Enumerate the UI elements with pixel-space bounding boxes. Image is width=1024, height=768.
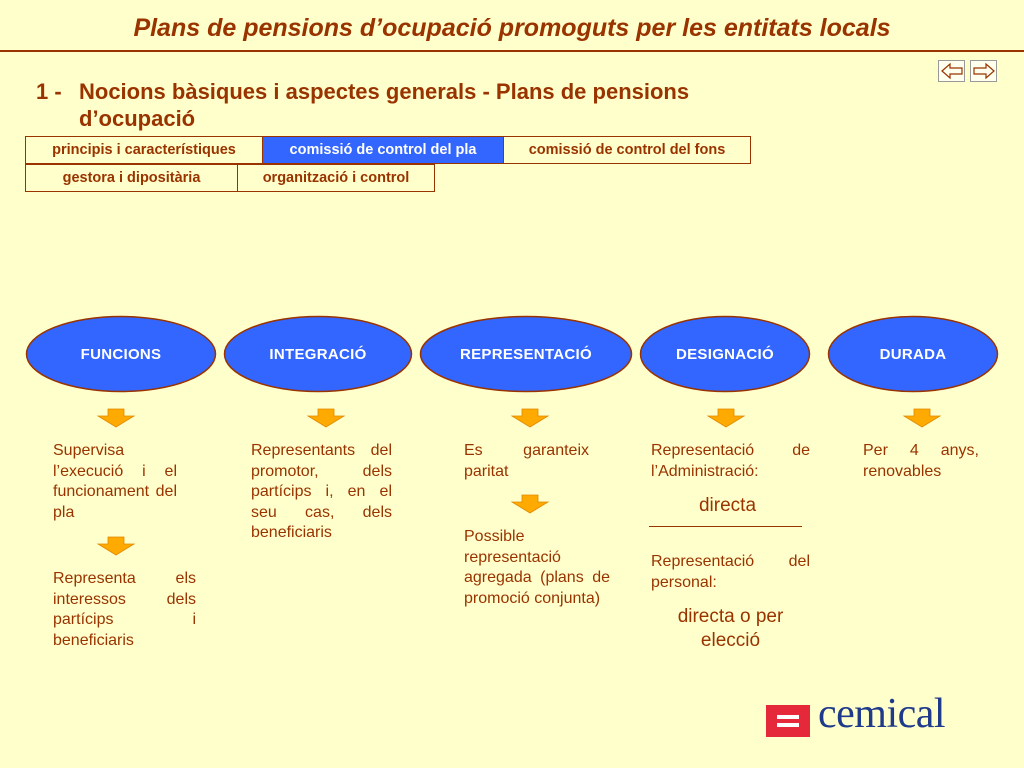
title-divider (0, 50, 1024, 52)
tab-comissio-fons[interactable]: comissió de control del fons (503, 136, 751, 164)
integracio-text-1: Representants del promotor, dels partícips i, en el seu cas, dels beneficiaris (251, 442, 392, 541)
arrow-down-icon (902, 408, 942, 428)
designacio-divider (649, 526, 802, 527)
cemical-logo-mark (766, 705, 810, 737)
topic-label: INTEGRACIÓ (269, 345, 367, 363)
designacio-text-2: Representació del personal: (651, 553, 810, 591)
cemical-logo-text: cemical (818, 691, 946, 737)
topic-label: DURADA (879, 345, 947, 363)
funcions-text-1: Supervisa l’execució i el funcionament del pla (53, 442, 177, 521)
section-title (36, 78, 836, 132)
page-title: Plans de pensions d’ocupació promoguts per les entitats locals (133, 14, 891, 42)
topic-label: REPRESENTACIÓ (460, 345, 592, 363)
section-number: 1 - (36, 79, 62, 104)
tab-comissio-pla[interactable]: comissió de control del pla (262, 136, 504, 164)
previous-button[interactable] (938, 60, 965, 82)
representacio-text-1: Es garanteix paritat (464, 442, 589, 480)
next-button[interactable] (970, 60, 997, 82)
arrow-down-icon (510, 408, 550, 428)
arrow-down-icon (96, 536, 136, 556)
arrow-down-icon (706, 408, 746, 428)
arrow-left-icon (941, 63, 963, 79)
tab-principis[interactable]: principis i característiques (25, 136, 263, 164)
arrow-right-icon (973, 63, 995, 79)
topic-designacio[interactable] (639, 315, 811, 393)
topic-representacio[interactable] (419, 315, 633, 393)
tab-gestora[interactable]: gestora i dipositària (25, 164, 238, 192)
topic-label: FUNCIONS (80, 345, 162, 363)
arrow-down-icon (510, 494, 550, 514)
designacio-value-1: directa (698, 495, 757, 516)
topic-label: DESIGNACIÓ (675, 345, 774, 363)
durada-text-1: Per 4 anys, renovables (863, 442, 979, 480)
topic-durada[interactable] (827, 315, 999, 393)
representacio-text-2: Possible representació agregada (plans de promoció conjunta) (464, 528, 610, 607)
topic-funcions[interactable] (25, 315, 217, 393)
topic-integracio[interactable] (223, 315, 413, 393)
arrow-down-icon (96, 408, 136, 428)
designacio-text-1: Representació de l’Administració: (651, 442, 810, 480)
tab-organitzacio[interactable]: organització i control (237, 164, 435, 192)
designacio-value-2: directa o per elecció (677, 606, 784, 651)
section-title-line2: d’ocupació (79, 106, 196, 131)
funcions-text-2: Representa els interessos dels partícips i beneficiaris (53, 570, 196, 649)
section-title-line1: Nocions bàsiques i aspectes generals - Plans de pensions (79, 79, 690, 104)
arrow-down-icon (306, 408, 346, 428)
